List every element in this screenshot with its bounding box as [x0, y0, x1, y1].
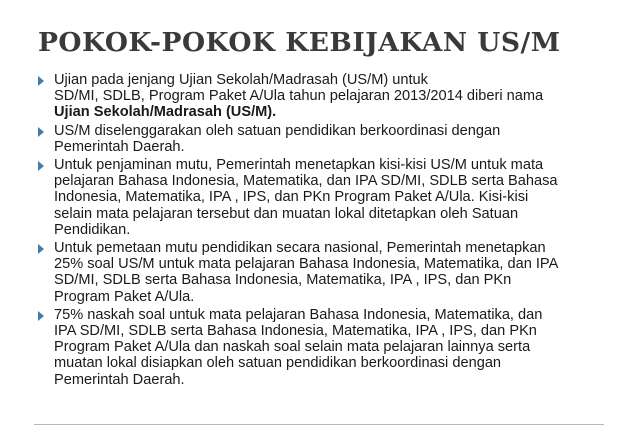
bullet-item: [36, 157, 626, 238]
bullet-list: [36, 72, 626, 390]
bullet-line: Pendidikan.: [54, 221, 131, 238]
bullet-line: 75% naskah soal untuk mata pelajaran Bahasa Indonesia, Matematika, dan: [54, 306, 543, 323]
bullet-line: Program Paket A/Ula dan naskah soal selain mata pelajaran lainnya serta: [54, 339, 531, 356]
triangle-right-icon: [38, 76, 44, 86]
bullet-line: pelajaran Bahasa Indonesia, Matematika, dan IPA SD/MI, SDLB serta Bahasa: [54, 173, 558, 190]
slide-title: POKOK-POKOK KEBIJAKAN US/M: [38, 27, 561, 58]
bullet-line: Program Paket A/Ula.: [54, 288, 195, 305]
bullet-line: Ujian pada jenjang Ujian Sekolah/Madrasah (US/M) untuk: [54, 72, 428, 88]
bullet-line: Pemerintah Daerah.: [54, 138, 185, 155]
bullet-line: IPA SD/MI, SDLB serta Bahasa Indonesia, Matematika, IPA , IPS, dan PKn: [54, 323, 537, 340]
footer-divider: [34, 424, 604, 425]
triangle-right-icon: [38, 127, 44, 137]
triangle-right-icon: [38, 244, 44, 254]
bullet-item: [36, 240, 626, 305]
bullet-line: US/M diselenggarakan oleh satuan pendidikan berkoordinasi dengan: [54, 122, 501, 139]
bullet-item: [36, 307, 626, 388]
bullet-line: Untuk pemetaan mutu pendidikan secara nasional, Pemerintah menetapkan: [54, 240, 546, 257]
bullet-line-bold: Ujian Sekolah/Madrasah (US/M).: [54, 104, 277, 121]
bullet-line: muatan lokal disiapkan oleh satuan pendidikan berkoordinasi dengan: [54, 355, 502, 372]
bullet-line: SD/MI, SDLB serta Bahasa Indonesia, Matematika, IPA , IPS, dan PKn: [54, 272, 512, 289]
bullet-line: 25% soal US/M untuk mata pelajaran Bahasa Indonesia, Matematika, dan IPA: [54, 256, 559, 273]
bullet-line: Indonesia, Matematika, IPA , IPS, dan PKn Program Paket A/Ula. Kisi-kisi: [54, 189, 529, 206]
bullet-line: Pemerintah Daerah.: [54, 371, 185, 388]
triangle-right-icon: [38, 311, 44, 321]
bullet-item: [36, 123, 626, 155]
bullet-line: Untuk penjaminan mutu, Pemerintah menetapkan kisi-kisi US/M untuk mata: [54, 157, 544, 174]
triangle-right-icon: [38, 161, 44, 171]
bullet-line: selain mata pelajaran tersebut dan muatan lokal ditetapkan oleh Satuan: [54, 205, 519, 222]
bullet-line: SD/MI, SDLB, Program Paket A/Ula tahun pelajaran 2013/2014 diberi nama: [54, 88, 544, 105]
bullet-item: [36, 72, 626, 121]
